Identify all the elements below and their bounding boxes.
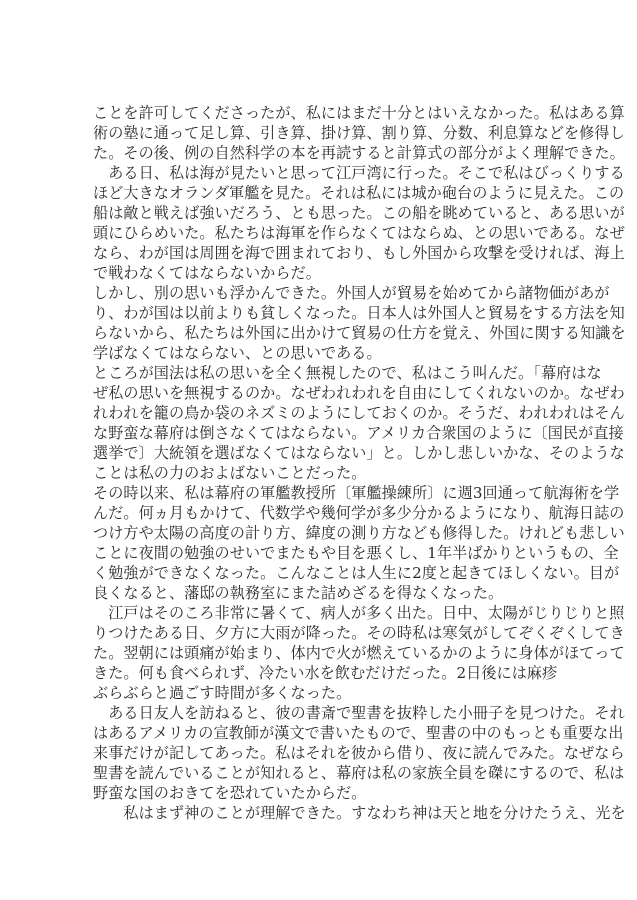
- text-line: 来事だけが記してあった。私はそれを彼から借り、夜に読んでみた。なぜなら: [93, 744, 625, 762]
- text-line: ある日、私は海が見たいと思って江戸湾に行った。そこで私はびっくりする: [93, 164, 625, 182]
- document-page: [93, 103, 626, 823]
- text-line: その時以来、私は幕府の軍艦教授所〔軍艦操練所〕に週3回通って航海術を学: [93, 484, 620, 502]
- text-line: り、わが国は以前よりも貧しくなった。日本人は外国人と貿易をする方法を知: [93, 304, 625, 322]
- text-line: ほど大きなオランダ軍艦を見た。それは私には城か砲台のように見えた。この: [93, 184, 625, 202]
- text-line: 頭にひらめいた。私たちは海軍を作らなくてはならぬ、との思いである。なぜ: [93, 224, 625, 242]
- text-line: 良くなると、藩邸の執務室にまた詰めざるを得なくなった。: [93, 584, 504, 602]
- text-line: 選挙で〕大統領を選ばなくてはならない」と。しかし悲しいかな、そのような: [93, 444, 625, 462]
- text-line: た。その後、例の自然科学の本を再読すると計算式の部分がよく理解できた。: [93, 144, 625, 162]
- text-line: んだ。何ヵ月もかけて、代数学や幾何学が多少分かるようになり、航海日誌の: [93, 504, 625, 522]
- text-line: ところが国法は私の思いを全く無視したので、私はこう叫んだ。「幕府はな: [93, 364, 602, 382]
- text-line: 学ばなくてはならない、との思いである。: [93, 344, 382, 362]
- text-line: 術の塾に通って足し算、引き算、掛け算、割り算、分数、利息算などを修得し: [93, 124, 625, 142]
- text-line: ぜ私の思いを無視するのか。なぜわれわれを自由にしてくれないのか。なぜわ: [93, 384, 625, 402]
- text-line: な野蛮な幕府は倒さなくてはならない。アメリカ合衆国のように〔国民が直接: [93, 424, 624, 442]
- text-line: く勉強ができなくなった。こんなことは人生に2度と起きてほしくない。目が: [93, 564, 620, 582]
- text-line: 聖書を読んでいることが知れると、幕府は私の家族全員を磔にするので、私は: [93, 764, 625, 782]
- text-line: しかし、別の思いも浮かんできた。外国人が貿易を始めてから諸物価があが: [93, 284, 610, 302]
- text-line: りつけたある日、夕方に大雨が降った。その時私は寒気がしてぞくぞくしてき: [93, 624, 625, 642]
- text-line: 江戸はそのころ非常に暑くて、病人が多く出た。日中、太陽がじりじりと照: [93, 604, 625, 622]
- text-line: ぶらぶらと過ごす時間が多くなった。: [93, 684, 352, 702]
- text-line: ある日友人を訪ねると、彼の書斎で聖書を抜粋した小冊子を見つけた。それ: [93, 704, 625, 722]
- text-line: 船は敵と戦えば強いだろう、とも思った。この船を眺めていると、ある思いが: [93, 204, 625, 222]
- text-line: れわれを籠の鳥か袋のネズミのようにしておくのか。そうだ、われわれはそん: [93, 404, 625, 422]
- text-line: きた。何も食べられず、冷たい水を飲むだけだった。2日後には麻疹: [93, 664, 558, 682]
- text-line: ことは私の力のおよばないことだった。: [93, 464, 367, 482]
- text-line: ことに夜間の勉強のせいでまたもや目を悪くし、1年半ばかりというもの、全: [93, 544, 619, 562]
- text-line: なら、わが国は周囲を海で囲まれており、もし外国から攻撃を受ければ、海上: [93, 244, 625, 262]
- text-line: ことを許可してくださったが、私にはまだ十分とはいえなかった。私はある算: [93, 104, 625, 122]
- text-line: で戦わなくてはならないからだ。: [93, 264, 321, 282]
- text-line: 野蛮な国のおきてを恐れていたからだ。: [93, 784, 367, 802]
- text-line: た。翌朝には頭痛が始まり、体内で火が燃えているかのように身体がほてって: [93, 644, 625, 662]
- text-line: つけ方や太陽の高度の計り方、緯度の測り方なども修得した。けれども悲しい: [93, 524, 625, 542]
- text-line: らないから、私たちは外国に出かけて貿易の仕方を覚え、外国に関する知識を: [93, 324, 626, 342]
- text-line: はあるアメリカの宣教師が漢文で書いたもので、聖書の中のもっとも重要な出: [93, 724, 624, 742]
- text-line: 私はまず神のことが理解できた。すなわち神は天と地を分けたうえ、光を: [93, 804, 626, 822]
